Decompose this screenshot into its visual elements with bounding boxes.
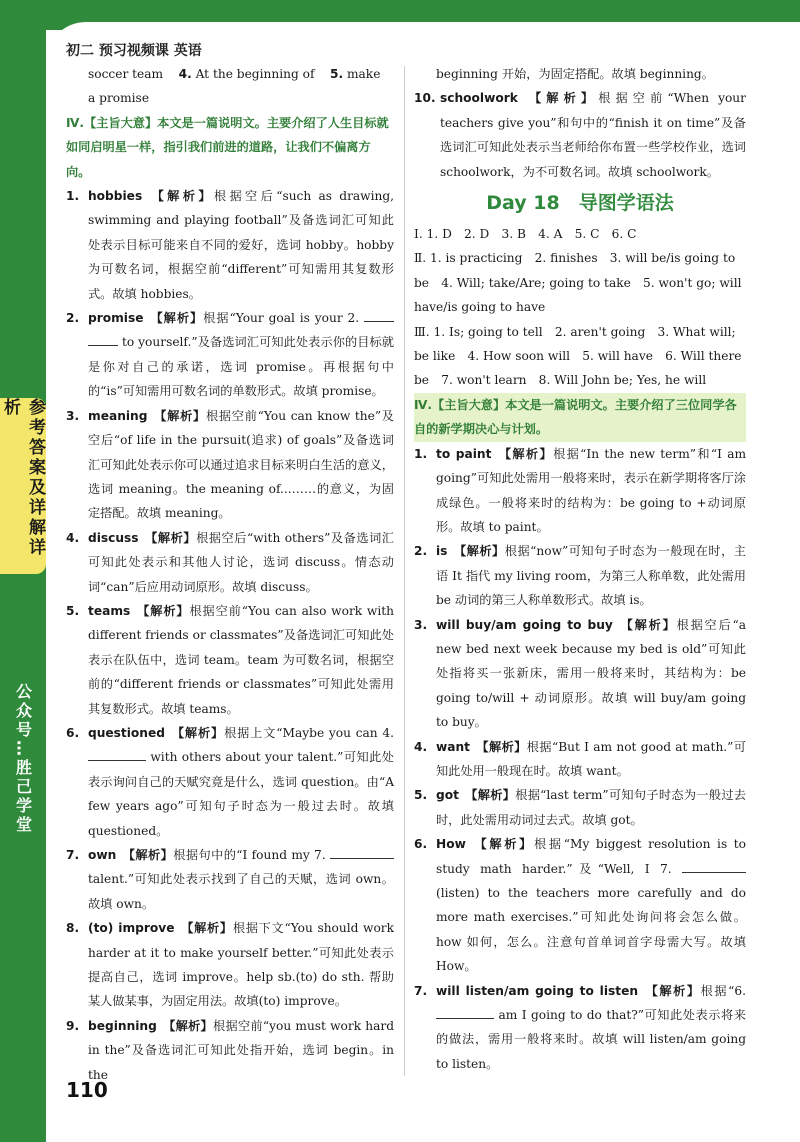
column-divider <box>404 66 405 1076</box>
side-tab-answers: 参考答案及详解详析 <box>0 398 46 574</box>
item-answer: to paint <box>436 446 492 461</box>
day-title: Day 18 导图学语法 <box>486 192 674 215</box>
section-1-answers: Ⅰ. 1. D 2. D 3. B 4. A 5. C 6. C <box>414 227 637 242</box>
cont-text: soccer team <box>88 67 164 81</box>
item-number: 7. <box>66 848 80 862</box>
continued-answer <box>66 62 394 86</box>
answer-item <box>414 832 746 978</box>
answer-item <box>66 306 394 404</box>
item-text: 根据空后“such as drawing, swimming and playing football”及备选词汇可知此处表示目标可能来自不同的爱好，选词 hobby。hobby 为可数名词，根据空前“different”可知需用其复数形式。故填 hobbies。 <box>88 189 395 301</box>
item-number: 2. <box>66 311 80 326</box>
cont-text: At the beginning of <box>195 67 315 81</box>
item-tag: 【解析】 <box>148 189 214 204</box>
item-answer: promise <box>88 311 144 326</box>
item-text: 根据句中的“I found my 7. <box>173 848 326 862</box>
item-answer: will listen/am going to listen <box>436 983 639 998</box>
answer-item <box>66 184 394 306</box>
item-number: 4. <box>66 530 80 545</box>
answer-item <box>66 916 394 1014</box>
item-tag: 【解析】 <box>471 837 535 852</box>
continued-answer: beginning 开始，为固定搭配。故填 beginning。 <box>436 67 714 81</box>
item-tag: 【解析】 <box>476 739 527 754</box>
item-number: 8. <box>66 921 80 936</box>
summary-text: 本文是一篇说明文。主要介绍了人生目标就如同启明星一样，指引我们前进的道路，让我们不偏离方向。 <box>66 115 389 179</box>
item-answer: is <box>436 544 448 559</box>
item-answer: schoolwork <box>440 91 518 106</box>
item-tag: 【解析】 <box>618 617 677 632</box>
item-answer: (to) improve <box>88 921 175 936</box>
answer-item <box>414 783 746 832</box>
continued-answer: a promise <box>88 91 150 106</box>
item-text: 根据空后“a new bed next week because my bed is old”可知此处指将买一张新床，需用一般将来时，其结构为：be going to/will + 动词原形。故填 will buy/am going to buy。 <box>436 617 747 730</box>
side-tab-wechat: 公众号…胜己学堂 <box>0 674 46 844</box>
item-text: 根据上文“Maybe you can 4. <box>224 725 395 740</box>
summary-label: Ⅳ.【主旨大意】 <box>414 397 506 412</box>
summary-label: Ⅳ.【主旨大意】 <box>66 115 158 130</box>
item-tag: 【解析】 <box>153 408 206 423</box>
item-text: (listen) to the teachers more carefully and do more math exercises.”可知此处询问将会怎么做。how 如何，怎么。注意句首单词首字母需大写。故填 How。 <box>436 886 746 974</box>
item-text: 根据“6. <box>700 983 747 998</box>
left-column <box>66 62 394 1087</box>
item-tag: 【解析】 <box>497 446 554 461</box>
item-tag: 【解析】 <box>180 921 233 936</box>
item-text: 根据“last term”可知句子时态为一般过去时，此处需用动词过去式。故填 got。 <box>436 788 746 827</box>
item-answer: own <box>88 848 117 862</box>
answer-item <box>66 843 394 916</box>
answer-item <box>414 86 746 184</box>
item-number: 5. <box>414 788 428 803</box>
item-text: 根据空前“You can know the”及空后“of life in the pursuit(追求) of goals”及备选词汇可知此处表示你可以通过追求目标来明白生活的意义，选词 meaning。the meaning of...……的意义，为固定搭配。故填 meaning。 <box>88 408 394 521</box>
answer-blank <box>88 748 146 761</box>
item-text: talent.”可知此处表示找到了自己的天赋，选词 own。故填 own。 <box>88 872 394 911</box>
page-header: 初二 预习视频课 英语 <box>66 43 202 59</box>
answer-item <box>66 721 394 843</box>
item-tag: 【解析】 <box>453 544 505 559</box>
item-text: 根据“In the new term”和“I am going”可知此处需用一般将来时，表示在新学期将客厅涂成绿色。一般将来时的结构为：be going to +动词原形。故填 to paint。 <box>436 446 747 534</box>
section-2-answers: Ⅱ. 1. is practicing 2. finishes 3. will be/is going to be 4. Will; take/Are; going to take 5. won't go; will have/is going to have <box>414 251 742 315</box>
item-text: 根据空后“with others”及备选词汇可知此处表示和其他人讨论，选词 discuss。情态动词“can”后应用动词原形。故填 discuss。 <box>88 530 394 594</box>
answer-item <box>414 979 746 1077</box>
item-number: 6. <box>414 837 428 852</box>
item-number: 1. <box>414 446 428 461</box>
summary-text: 本文是一篇说明文。主要介绍了三位同学各自的新学期决心与计划。 <box>414 397 737 437</box>
item-tag: 【解析】 <box>170 725 225 740</box>
item-tag: 【解析】 <box>464 788 516 803</box>
answer-item <box>414 735 746 784</box>
item-text: 根据“But I am not good at math.”可知此处用一般现在时。故填 want。 <box>436 739 746 778</box>
answer-item <box>66 599 394 721</box>
item-tag: 【解析】 <box>162 1018 214 1033</box>
item-answer: got <box>436 788 459 803</box>
cont-num: 5. <box>329 67 344 81</box>
item-number: 2. <box>414 544 428 559</box>
item-text: 根据“Your goal is your 2. <box>203 311 360 326</box>
item-text: with others about your talent.”可知此处表示询问自己的天赋究竟是什么，选词 question。由“A few years ago”可知句子时态为一般过去时。故填 questioned。 <box>88 750 394 838</box>
item-text: 根据空前“you must work hard in the”及备选词汇可知此处指开始，选词 begin。in the <box>88 1018 395 1082</box>
item-number: 10. <box>414 91 436 106</box>
answer-blank <box>436 1006 494 1019</box>
item-text: 根据空前“You can also work with different friends or classmates”及备选词汇可知此处表示在队伍中，选词 team。team 为可数名词，根据空前的“different friends or classmates”可知此处需用其复数形式。故填 teams。 <box>88 603 395 716</box>
item-number: 4. <box>414 739 428 754</box>
page-number: 110 <box>66 1078 108 1102</box>
cont-text: make <box>346 67 381 81</box>
item-number: 3. <box>414 617 428 632</box>
answer-item <box>66 404 394 526</box>
item-text: to yourself.”及备选词汇可知此处表示你的目标就是你对自己的承诺，选词 promise。再根据句中的“is”可知需用可数名词的单数形式。故填 promise。 <box>88 335 394 399</box>
item-tag: 【解析】 <box>523 91 599 106</box>
answer-item <box>414 613 746 735</box>
item-tag: 【解析】 <box>149 311 204 326</box>
item-text: am I going to do that?”可知此处表示将来的做法，需用一般将来时。故填 will listen/am going to listen。 <box>436 1008 746 1071</box>
item-tag: 【解析】 <box>644 983 701 998</box>
item-answer: will buy/am going to buy <box>436 617 613 632</box>
item-tag: 【解析】 <box>144 530 197 545</box>
item-answer: beginning <box>88 1018 157 1033</box>
summary-block <box>66 111 394 184</box>
item-answer: hobbies <box>88 189 143 204</box>
item-number: 9. <box>66 1018 80 1033</box>
answer-item <box>66 526 394 599</box>
item-answer: teams <box>88 603 131 618</box>
item-text: 根据空前“When your teachers give you”和句中的“finish it on time”及备选词汇可知此处表示当老师给你布置一些学校作业，选词 schoolwork，为不可数名词。故填 schoolwork。 <box>440 91 746 179</box>
answer-blank <box>88 333 118 346</box>
right-column <box>414 62 746 1076</box>
item-answer: questioned <box>88 725 165 740</box>
item-answer: meaning <box>88 408 148 423</box>
item-text: 根据“My biggest resolution is to study math harder.”及“Well, I 7. <box>436 837 746 876</box>
item-number: 1. <box>66 189 80 204</box>
item-tag: 【解析】 <box>122 848 174 862</box>
answer-item <box>66 1014 394 1087</box>
answer-blank <box>682 860 746 873</box>
item-text: 根据下文“You should work harder at it to make yourself better.”可知此处表示提高自己，选词 improve。help sb.(to) do sth. 帮助某人做某事，为固定用法。故填(to) improve。 <box>88 921 395 1009</box>
answer-blank <box>330 846 394 859</box>
answer-blank <box>364 309 394 322</box>
item-tag: 【解析】 <box>136 603 190 618</box>
cont-num: 4. <box>178 67 192 81</box>
item-number: 3. <box>66 408 80 423</box>
item-number: 6. <box>66 725 80 740</box>
item-answer: want <box>436 739 470 754</box>
item-text: 根据“now”可知句子时态为一般现在时，主语 It 指代 my living room，为第三人称单数，此处需用 be 动词的第三人称单数形式。故填 is。 <box>436 544 746 608</box>
item-answer: discuss <box>88 530 139 545</box>
answer-item <box>414 539 746 612</box>
item-number: 5. <box>66 603 80 618</box>
section-3-answers: Ⅲ. 1. Is; going to tell 2. aren't going 3. What will; be like 4. How soon will 5. will have 6. Will there be 7. won't learn 8. Will John be; Yes, he will <box>414 324 742 388</box>
answer-item <box>414 442 746 540</box>
item-number: 7. <box>414 983 428 998</box>
item-answer: How <box>436 837 466 852</box>
summary-block <box>414 393 746 442</box>
